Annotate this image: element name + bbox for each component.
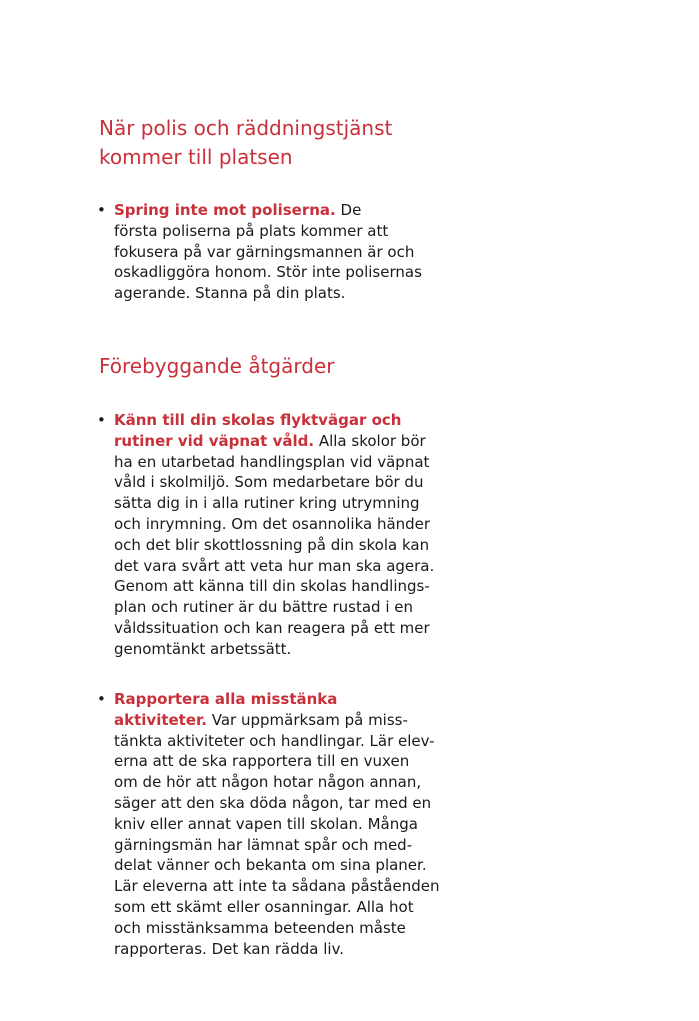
- bullet-body: Alla skolor bör: [318, 431, 426, 450]
- section-heading-prevention: [99, 352, 334, 381]
- bullet-lead: Känn till din skolas flyktvägar och: [114, 411, 402, 429]
- bullet-body-line: det vara svårt att veta hur man ska agera.: [114, 556, 435, 575]
- bullet-lead: aktiviteter.: [114, 710, 207, 729]
- bullet-icon: •: [97, 411, 106, 429]
- bullet-body-line: delat vänner och bekanta om sina planer.: [114, 856, 427, 875]
- bullet-body: Var uppmärksam på miss-: [211, 710, 408, 729]
- bullet-body-line: våldssituation och kan reagera på ett mer: [114, 618, 430, 637]
- bullet-item-report-suspicious: [97, 689, 440, 959]
- bullet-lead-line-2: [114, 431, 427, 452]
- bullet-lead: Rapportera alla misstänka: [114, 690, 338, 708]
- bullet-body-line: oskadliggöra honom. Stör inte polisernas: [114, 263, 422, 282]
- bullet-body-line: fokusera på var gärningsmannen är och: [114, 242, 415, 261]
- bullet-lead: rutiner vid väpnat våld.: [114, 431, 315, 450]
- bullet-lead-line-2: [114, 710, 427, 731]
- bullet-body-line: rapporteras. Det kan rädda liv.: [114, 939, 345, 958]
- bullet-icon: •: [97, 690, 106, 708]
- bullet-body-line: som ett skämt eller osanningar. Alla hot: [114, 897, 414, 916]
- bullet-item-know-escape-routes: [97, 410, 435, 660]
- bullet-body-line: och inrymning. Om det osannolika händer: [114, 514, 431, 533]
- bullet-body-line: och misstänksamma beteenden måste: [114, 918, 406, 937]
- heading-line: kommer till platsen: [99, 145, 293, 169]
- bullet-body-line: genomtänkt arbetssätt.: [114, 639, 292, 658]
- heading-line: Förebyggande åtgärder: [99, 354, 335, 378]
- bullet-lead: Spring inte mot poliserna.: [114, 201, 336, 219]
- bullet-body-line: agerande. Stanna på din plats.: [114, 284, 346, 303]
- bullet-body-line: tänkta aktiviteter och handlingar. Lär elev-: [114, 731, 435, 750]
- bullet-body: De: [340, 201, 362, 219]
- bullet-body-line: Lär eleverna att inte ta sådana påståenden: [114, 877, 440, 896]
- bullet-body-line: sätta dig in i alla rutiner kring utrymning: [114, 494, 420, 513]
- bullet-body-line: ha en utarbetad handlingsplan vid väpnat: [114, 452, 430, 471]
- bullet-body-line: våld i skolmiljö. Som medarbetare bör du: [114, 473, 424, 492]
- bullet-body-line: om de hör att någon hotar någon annan,: [114, 773, 422, 792]
- bullet-body-line: kniv eller annat vapen till skolan. Många: [114, 814, 418, 833]
- bullet-body-line: första poliserna på plats kommer att: [114, 221, 389, 240]
- bullet-body-line: Genom att känna till din skolas handlings-: [114, 577, 430, 596]
- bullet-item-dont-run: [97, 200, 427, 304]
- bullet-icon: •: [97, 201, 106, 219]
- bullet-first-line: [114, 200, 427, 221]
- heading-line: När polis och räddningstjänst: [99, 116, 393, 140]
- bullet-body-line: och det blir skottlossning på din skola kan: [114, 535, 430, 554]
- bullet-body-line: erna att de ska rapportera till en vuxen: [114, 752, 410, 771]
- section-heading-police: [99, 114, 392, 172]
- bullet-body-line: säger att den ska döda någon, tar med en: [114, 793, 432, 812]
- bullet-body-line: plan och rutiner är du bättre rustad i en: [114, 598, 414, 617]
- bullet-body-line: gärningsmän har lämnat spår och med-: [114, 835, 413, 854]
